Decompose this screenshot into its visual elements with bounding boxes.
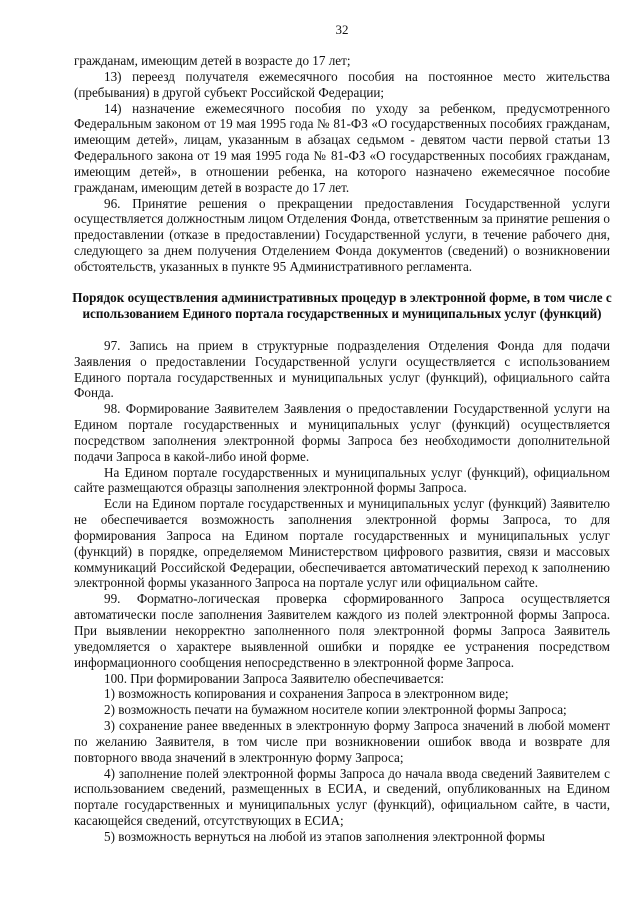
paragraph: На Едином портале государственных и муниципальных услуг (функций), официальном сайте размещаются образцы заполнения электронной формы Запроса. xyxy=(74,464,610,496)
section-heading: Порядок осуществления административных процедур в электронной форме, в том числе с использованием Единого портала государственных и муниципальных услуг (функций) xyxy=(72,289,612,321)
paragraph: 98. Формирование Заявителем Заявления о предоставлении Государственной услуги на Едином портале государственных и муниципальных услуг (функций) осуществляется посредством заполнения электронной формы Запроса без необходимости дополнительной подачи Запроса в какой-либо иной форме. xyxy=(74,401,610,464)
list-item: 5) возможность вернуться на любой из этапов заполнения электронной формы xyxy=(104,828,545,844)
paragraph: 14) назначение ежемесячного пособия по уходу за ребенком, предусмотренного Федеральным законом от 19 мая 1995 года № 81-ФЗ «О государственных пособиях гражданам, имеющим детей», лицам, указанным в абзацах седьмом - девятом части первой статьи 13 Федерального закона от 19 мая 1995 года № 81-ФЗ «О государственных пособиях гражданам, имеющим детей», в отношении ребенка, на которого назначено ежемесячное пособие гражданам, имеющим детей в возрасте до 17 лет. xyxy=(74,100,610,195)
paragraph: 96. Принятие решения о прекращении предоставления Государственной услуги осуществляется должностным лицом Отделения Фонда, ответственным за принятие решения о предоставлении (отказе в предоставлении) Государственной услуги, в течение рабочего дня, следующего за днем получения Отделением Фонда документов (сведений) о возникновении обстоятельств, указанных в пункте 95 Административного регламента. xyxy=(74,195,610,274)
paragraph: 13) переезд получателя ежемесячного пособия на постоянное место жительства (пребывания) в другой субъект Российской Федерации; xyxy=(74,68,610,100)
paragraph: гражданам, имеющим детей в возрасте до 17 лет; xyxy=(74,53,351,68)
list-item: 3) сохранение ранее введенных в электронную форму Запроса значений в любой момент по желанию Заявителя, в том числе при возникновении ошибок ввода и возврате для повторного ввода значений в электронную форму Запроса; xyxy=(74,718,610,765)
paragraph: 100. При формировании Запроса Заявителю обеспечивается: xyxy=(104,670,445,686)
paragraph: 97. Запись на прием в структурные подразделения Отделения Фонда для подачи Заявления о предоставлении Государственной услуги осуществляется с использованием Единого портала государственных и муниципальных услуг (функций), официального сайта Фонда. xyxy=(74,337,610,401)
list-item: 2) возможность печати на бумажном носителе копии электронной формы Запроса; xyxy=(104,702,567,718)
list-item: 4) заполнение полей электронной формы Запроса до начала ввода сведений Заявителем с использованием сведений, размещенных в ЕСИА, и сведений, опубликованных на Едином портале государственных и муниципальных услуг (функций), официальном сайте, в части, касающейся сведений, отсутствующих в ЕСИА; xyxy=(74,765,610,829)
page-number: 32 xyxy=(335,22,349,37)
paragraph: 99. Форматно-логическая проверка сформированного Запроса осуществляется автоматически после заполнения Заявителем каждого из полей электронной формы Запроса. При выявлении некорректно заполненного поля электронной формы Запроса Заявитель уведомляется о характере выявленной ошибки и порядке ее устранения посредством информационного сообщения непосредственно в электронной форме Запроса. xyxy=(74,591,610,670)
list-item: 1) возможность копирования и сохранения Запроса в электронном виде; xyxy=(104,686,509,702)
paragraph: Если на Едином портале государственных и муниципальных услуг (функций) Заявителю не обеспечивается возможность заполнения электронной формы Запроса, то для формирования Запроса на Едином портале государственных и муниципальных услуг (функций) в порядке, определяемом Министерством цифрового развития, связи и массовых коммуникаций Российской Федерации, обеспечивается автоматический переход к заполнению электронной формы указанного Запроса на портале услуг или официальном сайте. xyxy=(74,496,610,591)
